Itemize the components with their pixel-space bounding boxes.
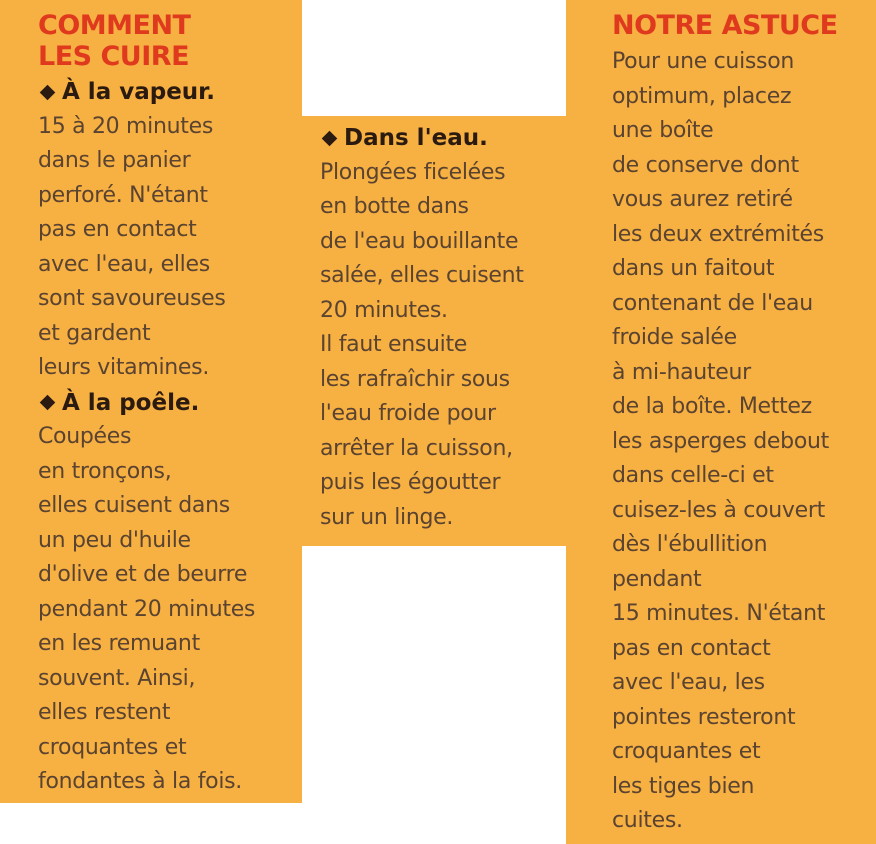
steam-subhead-label: À la vapeur. [62,79,215,105]
pan-subhead-label: À la poêle. [62,389,200,416]
water-subhead-label: Dans l'eau. [344,125,488,151]
diamond-icon [322,130,338,146]
right-column [566,0,876,844]
diamond-icon [40,395,56,411]
left-column [0,0,302,803]
tip-text: Pour une cuisson optimum, placez une boîte de conserve dont vous aurez retiré les deux extrémités dans un faitout contenant de l'eau froide salée à mi-hauteur de la boîte. Mettez les asperges debout dans celle-ci et cuisez-les à couvert dès l'ébullition pendant 15 minutes. N'étant pas en contact avec l'eau, les pointes resteront croquantes et les tiges bien cuites. [612,49,829,833]
steam-text: 15 à 20 minutes dans le panier perforé. N'étant pas en contact avec l'eau, elles sont savoureuses et gardent leurs vitamines. [38,113,226,380]
pan-subhead [38,386,302,421]
tip-title: NOTRE ASTUCE [612,10,838,41]
steam-subhead [38,75,302,110]
middle-column [302,116,566,546]
cooking-methods-title: COMMENT LES CUIRE [38,10,191,72]
water-subhead [320,121,566,156]
diamond-icon [40,84,56,100]
pan-text: Coupées en tronçons, elles cuisent dans un peu d'huile d'olive et de beurre pendant 20 minutes en les remuant souvent. Ainsi, elles restent croquantes et fondantes à la fois. [38,424,256,794]
water-text: Plongées ficelées en botte dans de l'eau bouillante salée, elles cuisent 20 minutes. Il faut ensuite les rafraîchir sous l'eau froide pour arrêter la cuisson, puis les égoutter sur un linge. [320,159,524,530]
